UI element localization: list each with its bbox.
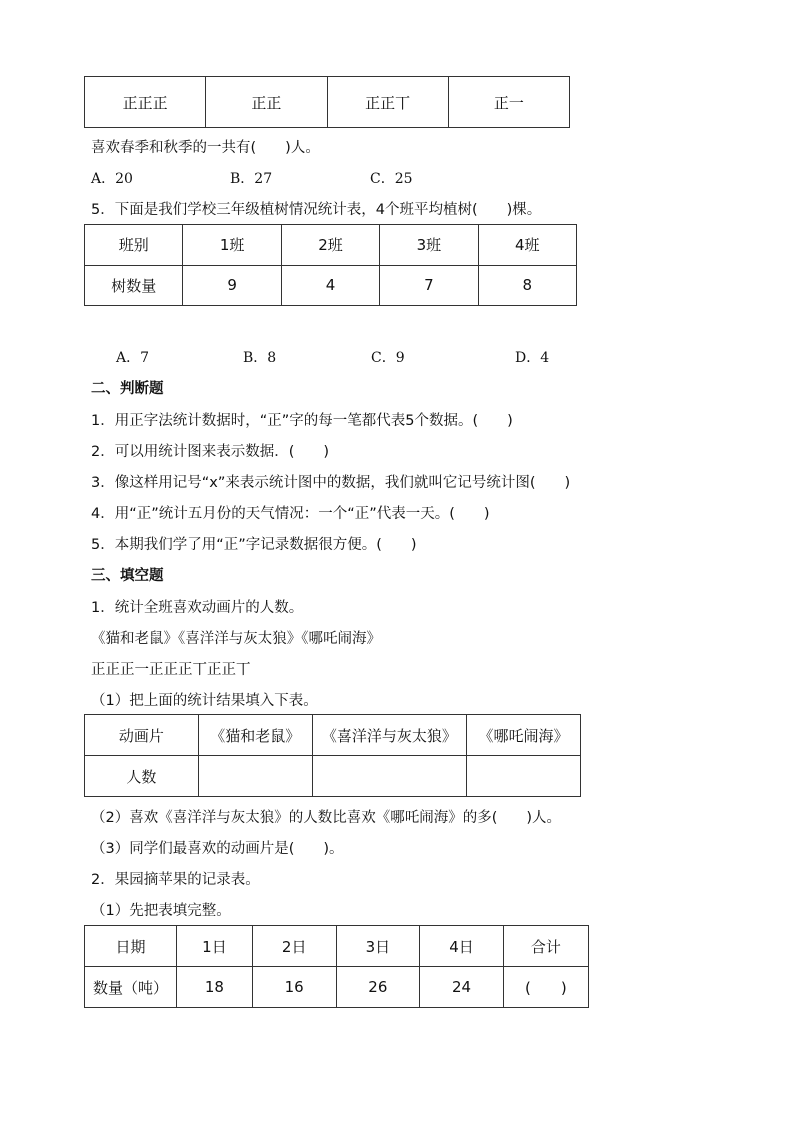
table-cell: 《猫和老鼠》 [198, 715, 312, 756]
table-cell: 16 [252, 967, 336, 1008]
table-cell [312, 756, 466, 797]
table-cell: 24 [420, 967, 504, 1008]
table-cell: 4班 [478, 225, 576, 266]
tree-table [84, 224, 577, 306]
q5-option-b: B．8 [243, 350, 277, 366]
section-2-title: 二、判断题 [91, 381, 164, 397]
film-table [84, 714, 581, 797]
judge-item-2: 2．可以用统计图来表示数据．( ) [91, 444, 330, 460]
table-cell: 8 [478, 265, 576, 306]
table-cell: 《哪吒闹海》 [467, 715, 581, 756]
table-cell: 18 [177, 967, 253, 1008]
fill-q1-tally: 正正正一正正正丅正正丅 [91, 662, 251, 678]
tally-cell: 正一 [448, 77, 569, 128]
q5-option-c: C．9 [371, 350, 405, 366]
table-row [85, 756, 581, 797]
section-3-title: 三、填空题 [91, 568, 164, 584]
fill-q1-films: 《猫和老鼠》《喜洋洋与灰太狼》《哪吒闹海》 [91, 631, 381, 647]
table-row [85, 715, 581, 756]
q4-option-c: C．25 [370, 171, 413, 187]
table-cell: 4 [281, 265, 379, 306]
fill-q2-sub1: （1）先把表填完整。 [91, 903, 231, 919]
table-cell: 26 [336, 967, 420, 1008]
fill-q1-sub1: （1）把上面的统计结果填入下表。 [91, 693, 318, 709]
table-row [85, 265, 577, 306]
table-cell [198, 756, 312, 797]
fill-q1-sub2: （2）喜欢《喜洋洋与灰太狼》的人数比喜欢《哪吒闹海》的多( )人。 [91, 810, 562, 826]
table-cell: 1日 [177, 926, 253, 967]
table-cell: 日期 [85, 926, 177, 967]
q4-text: 喜欢春季和秋季的一共有( )人。 [91, 140, 320, 156]
table-cell [467, 756, 581, 797]
apple-table [84, 925, 589, 1008]
table-cell: ( ) [503, 967, 588, 1008]
tally-table [84, 76, 570, 128]
table-cell: 树数量 [85, 265, 183, 306]
q5-text: 5．下面是我们学校三年级植树情况统计表，4个班平均植树( )棵。 [91, 202, 542, 218]
q5-option-d: D．4 [515, 350, 550, 366]
fill-q1-text: 1．统计全班喜欢动画片的人数。 [91, 600, 304, 616]
tally-cell: 正正 [206, 77, 327, 128]
fill-q2-text: 2．果园摘苹果的记录表。 [91, 872, 260, 888]
table-cell: 《喜洋洋与灰太狼》 [312, 715, 466, 756]
table-cell: 7 [380, 265, 478, 306]
table-cell: 2日 [252, 926, 336, 967]
table-row [85, 225, 577, 266]
table-cell: 4日 [420, 926, 504, 967]
tally-cell: 正正正 [85, 77, 206, 128]
q5-option-a: A．7 [116, 350, 150, 366]
table-row [85, 926, 589, 967]
table-cell: 班别 [85, 225, 183, 266]
table-cell: 9 [183, 265, 281, 306]
table-cell: 人数 [85, 756, 199, 797]
table-cell: 3班 [380, 225, 478, 266]
table-cell: 1班 [183, 225, 281, 266]
table-row [85, 967, 589, 1008]
tally-cell: 正正丅 [327, 77, 448, 128]
table-cell: 3日 [336, 926, 420, 967]
q4-option-a: A．20 [91, 171, 133, 187]
table-cell: 数量（吨） [85, 967, 177, 1008]
judge-item-3: 3．像这样用记号“x”来表示统计图中的数据，我们就叫它记号统计图( ) [91, 475, 571, 491]
q4-option-b: B．27 [230, 171, 273, 187]
table-cell: 2班 [281, 225, 379, 266]
fill-q1-sub3: （3）同学们最喜欢的动画片是( )。 [91, 841, 344, 857]
judge-item-5: 5．本期我们学了用“正”字记录数据很方便。( ) [91, 537, 417, 553]
judge-item-4: 4．用“正”统计五月份的天气情况：一个“正”代表一天。( ) [91, 506, 490, 522]
judge-item-1: 1．用正字法统计数据时，“正”字的每一笔都代表5个数据。( ) [91, 413, 513, 429]
table-cell: 动画片 [85, 715, 199, 756]
table-cell: 合计 [503, 926, 588, 967]
